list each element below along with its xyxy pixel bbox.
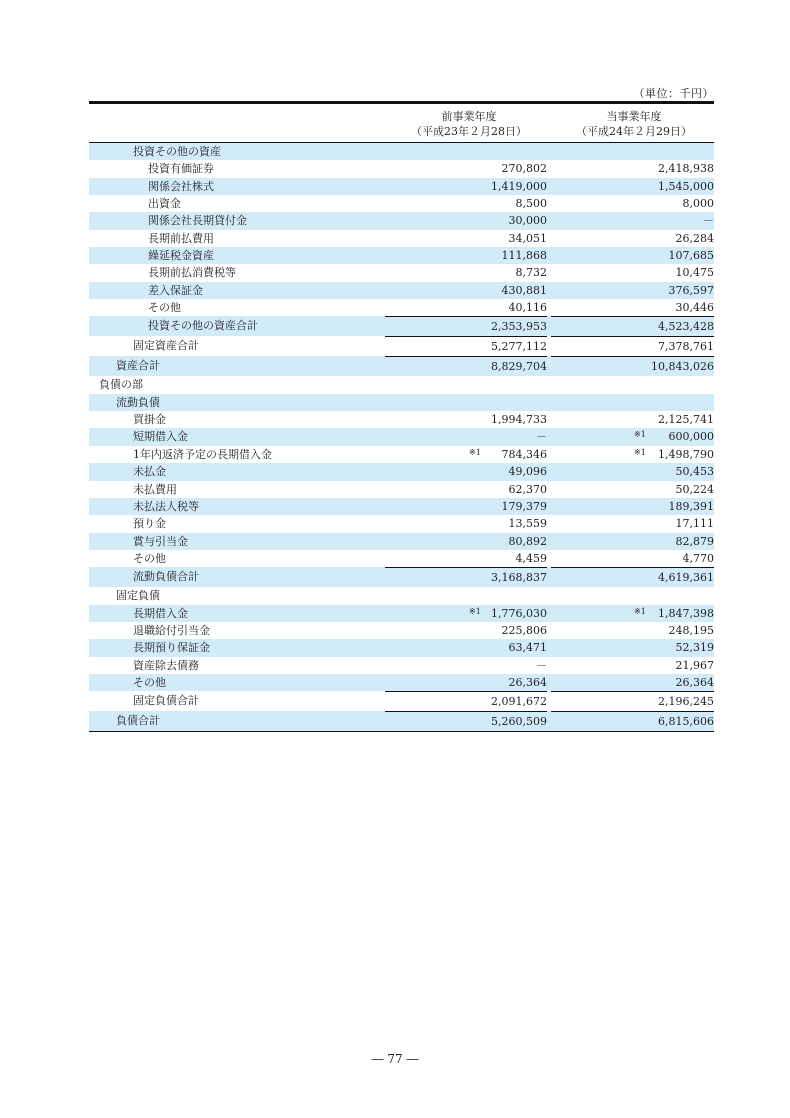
prev-period-value: 63,471 (508, 641, 547, 655)
page-number: ― 77 ― (371, 1052, 419, 1066)
row-label: 資産除去債務 (133, 658, 199, 672)
prev-period-value: 62,370 (508, 482, 547, 496)
curr-period-value: 50,453 (675, 465, 714, 479)
table-row (89, 605, 714, 622)
prev-period-value: 2,353,953 (385, 316, 547, 337)
row-label: 投資有価証券 (148, 162, 214, 176)
prev-period-value: 784,346 (501, 447, 547, 461)
footnote-mark: ※1 (634, 430, 646, 440)
prev-period-value: 8,829,704 (385, 356, 547, 377)
table-row (89, 264, 714, 281)
table-row (89, 639, 714, 656)
table-row (89, 356, 714, 376)
prev-period-value: 225,806 (501, 623, 547, 637)
row-label: 関係会社長期貸付金 (148, 214, 247, 228)
curr-period-value: 1,545,000 (658, 179, 714, 193)
prev-date-label: （平成23年２月28日） (411, 125, 527, 138)
prev-period-value: 1,994,733 (491, 413, 547, 427)
prev-period-value: 1,776,030 (491, 606, 547, 620)
prev-period-value: 5,260,509 (385, 711, 547, 732)
curr-period-value: 26,284 (675, 231, 714, 245)
table-row (89, 657, 714, 674)
table-row (89, 446, 714, 463)
row-label: 長期前払費用 (148, 231, 214, 245)
row-label: 買掛金 (133, 413, 166, 427)
row-label: その他 (148, 301, 181, 315)
prev-period-value: 30,000 (508, 214, 547, 228)
table-row (89, 498, 714, 515)
table-header (89, 101, 714, 143)
prev-period-value: 4,459 (515, 551, 547, 565)
prev-period-value: 179,379 (501, 499, 547, 513)
table-row (89, 376, 714, 393)
balance-sheet-table (89, 101, 714, 732)
curr-period-value: 7,378,761 (551, 336, 714, 357)
row-label: 預り金 (133, 517, 166, 531)
table-row (89, 567, 714, 587)
prev-period-value: 111,868 (501, 249, 547, 263)
prev-period-header (394, 109, 544, 139)
row-label: 未払費用 (133, 482, 177, 496)
prev-period-value: 13,559 (508, 517, 547, 531)
row-label: 退職給付引当金 (133, 623, 210, 637)
curr-period-value: 26,364 (675, 675, 714, 689)
curr-period-value: 2,418,938 (658, 162, 714, 176)
row-label: 固定負債合計 (133, 694, 199, 708)
table-row (89, 463, 714, 480)
row-label: 差入保証金 (148, 283, 203, 297)
table-row (89, 195, 714, 212)
curr-period-value: 1,498,790 (658, 447, 714, 461)
table-row (89, 143, 714, 160)
prev-year-label: 前事業年度 (441, 110, 497, 123)
row-label: 固定負債 (116, 589, 160, 603)
table-row (89, 550, 714, 567)
table-row (89, 691, 714, 711)
prev-period-value: 80,892 (508, 534, 547, 548)
curr-period-value: 2,125,741 (658, 413, 714, 427)
curr-period-value: 50,224 (675, 482, 714, 496)
prev-period-value: 40,116 (508, 301, 547, 315)
table-row (89, 160, 714, 177)
curr-period-value: 189,391 (668, 499, 714, 513)
curr-period-value: 10,475 (675, 266, 714, 280)
row-label: 流動負債合計 (133, 570, 199, 584)
table-row (89, 587, 714, 604)
row-label: 未払法人税等 (133, 499, 199, 513)
prev-period-value: 34,051 (508, 231, 547, 245)
prev-period-value: 1,419,000 (491, 179, 547, 193)
table-row (89, 316, 714, 336)
prev-period-value: 26,364 (508, 675, 547, 689)
row-label: 固定資産合計 (133, 339, 199, 353)
curr-period-value: 52,319 (675, 641, 714, 655)
footnote-mark: ※1 (634, 447, 646, 457)
prev-period-value: 8,732 (515, 266, 547, 280)
curr-period-value: 4,770 (682, 551, 714, 565)
row-label: その他 (133, 675, 166, 689)
curr-period-value: 8,000 (682, 197, 714, 211)
table-body (89, 143, 714, 732)
footnote-mark: ※1 (469, 447, 481, 457)
row-label: 1年内返済予定の長期借入金 (133, 447, 272, 461)
curr-period-value: 4,523,428 (551, 316, 714, 337)
curr-date-label: （平成24年２月29日） (576, 125, 692, 138)
prev-period-value: 5,277,112 (385, 336, 547, 357)
row-label: 賞与引当金 (133, 534, 188, 548)
table-row (89, 336, 714, 356)
curr-period-value: － (703, 214, 714, 228)
curr-period-value: 82,879 (675, 534, 714, 548)
curr-period-value: 1,847,398 (658, 606, 714, 620)
curr-period-value: 30,446 (675, 301, 714, 315)
row-label: 投資その他の資産 (133, 145, 221, 158)
prev-period-value: 49,096 (508, 465, 547, 479)
row-label: その他 (133, 551, 166, 565)
prev-period-value: 2,091,672 (385, 691, 547, 712)
curr-period-value: 17,111 (675, 517, 714, 531)
row-label: 資産合計 (116, 359, 160, 373)
curr-period-value: 6,815,606 (551, 711, 714, 732)
table-row (89, 299, 714, 316)
table-row (89, 515, 714, 532)
table-row (89, 481, 714, 498)
footnote-mark: ※1 (634, 606, 646, 616)
curr-year-label: 当事業年度 (606, 110, 662, 123)
prev-period-value: － (536, 658, 547, 672)
prev-period-value: 430,881 (501, 283, 547, 297)
prev-period-value: － (536, 430, 547, 444)
table-row (89, 282, 714, 299)
table-row (89, 411, 714, 428)
table-row (89, 212, 714, 229)
row-label: 長期前払消費税等 (148, 266, 236, 280)
table-row (89, 428, 714, 445)
table-row (89, 711, 714, 732)
table-row (89, 230, 714, 247)
table-row (89, 247, 714, 264)
row-label: 負債合計 (116, 714, 160, 728)
curr-period-value: 107,685 (668, 249, 714, 263)
footnote-mark: ※1 (469, 606, 481, 616)
row-label: 長期預り保証金 (133, 641, 210, 655)
row-label: 負債の部 (99, 378, 143, 392)
curr-period-header (559, 109, 709, 139)
table-row (89, 622, 714, 639)
row-label: 出資金 (148, 197, 181, 211)
table-row (89, 533, 714, 550)
curr-period-value: 376,597 (668, 283, 714, 297)
table-row (89, 674, 714, 691)
curr-period-value: 248,195 (668, 623, 714, 637)
prev-period-value: 8,500 (515, 197, 547, 211)
row-label: 繰延税金資産 (148, 249, 214, 263)
row-label: 長期借入金 (133, 606, 188, 620)
table-row (89, 394, 714, 411)
row-label: 未払金 (133, 465, 166, 479)
curr-period-value: 2,196,245 (551, 691, 714, 712)
row-label: 短期借入金 (133, 430, 188, 444)
curr-period-value: 21,967 (675, 658, 714, 672)
curr-period-value: 10,843,026 (551, 356, 714, 377)
curr-period-value: 600,000 (668, 430, 714, 444)
table-row (89, 178, 714, 195)
row-label: 流動負債 (116, 395, 160, 409)
row-label: 投資その他の資産合計 (148, 319, 258, 333)
curr-period-value: 4,619,361 (551, 567, 714, 588)
row-label: 関係会社株式 (148, 179, 214, 193)
unit-note: （単位：千円） (633, 87, 714, 100)
prev-period-value: 270,802 (501, 162, 547, 176)
prev-period-value: 3,168,837 (385, 567, 547, 588)
